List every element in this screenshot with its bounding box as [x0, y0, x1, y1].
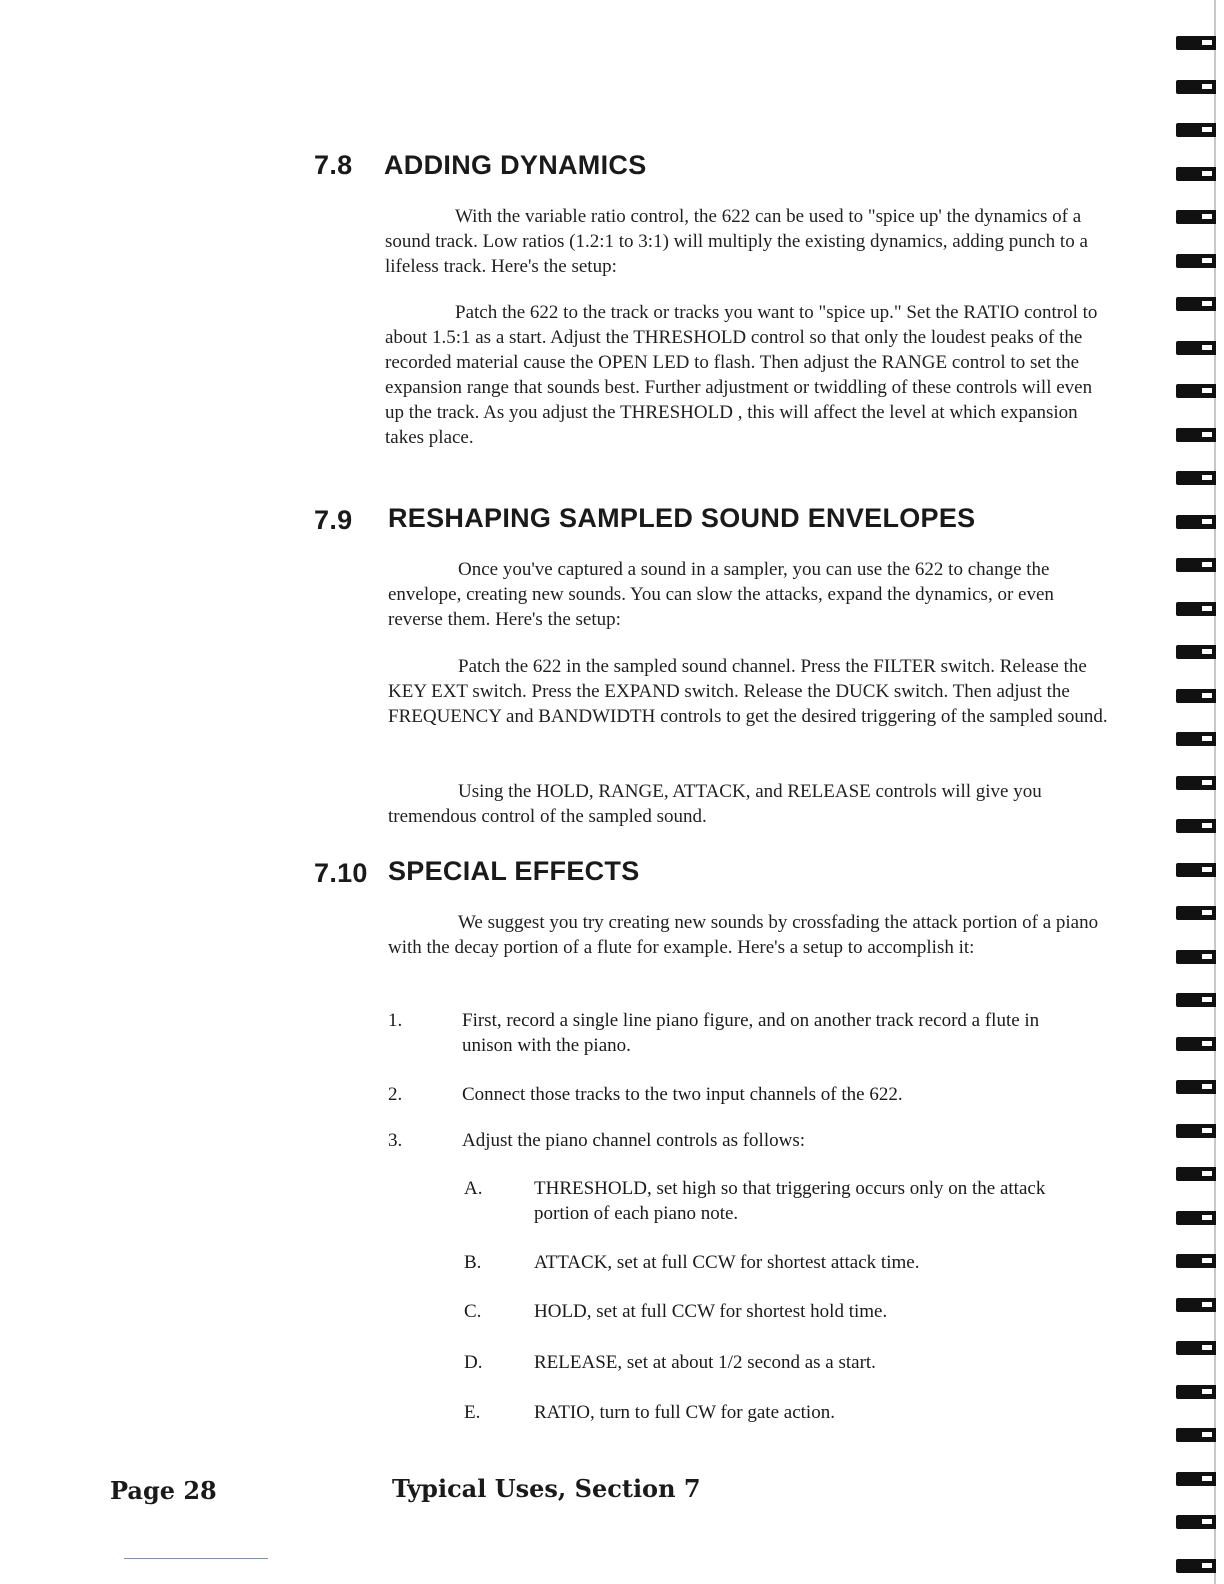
sub-list-item-text: RELEASE, set at about 1/2 second as a start.	[534, 1352, 876, 1373]
binding-ring	[1176, 1167, 1216, 1181]
spiral-binding	[1172, 0, 1224, 1584]
binding-ring	[1176, 689, 1216, 703]
sub-list-item-letter: A.	[464, 1178, 483, 1199]
binding-ring	[1176, 1515, 1216, 1529]
section-title-adding-dynamics: ADDING DYNAMICS	[384, 150, 647, 180]
binding-ring	[1176, 558, 1216, 572]
paragraph-7-8-2: Patch the 622 to the track or tracks you want to "spice up." Set the RATIO control to about 1.5:1 as a start. Adjust the THRESHOLD control so that only the loudest peaks of the recorded material cause the OPEN LED to flash. Then adjust the RANGE control to set the expansion range that sounds best. Further adjustment or twiddling of these controls will even up the track. As you adjust the THRESHOLD , this will affect the level at which expansion takes place.	[385, 302, 1098, 448]
binding-ring	[1176, 123, 1216, 137]
binding-ring	[1176, 1385, 1216, 1399]
paragraph-7-9-1: Once you've captured a sound in a sampler, you can use the 622 to change the envelope, creating new sounds. You can slow the attacks, expand the dynamics, or even reverse them. Here's the setup:	[388, 559, 1054, 630]
binding-ring	[1176, 1559, 1216, 1573]
section-number-7-10: 7.10	[314, 858, 368, 888]
sub-list-item-letter: D.	[464, 1352, 483, 1373]
binding-ring	[1176, 732, 1216, 746]
list-item-text: Adjust the piano channel controls as follows:	[462, 1130, 805, 1151]
paragraph-7-9-2: Patch the 622 in the sampled sound channel. Press the FILTER switch. Release the KEY EXT switch. Press the EXPAND switch. Release the DUCK switch. Then adjust the FREQUENCY and BANDWIDTH controls to get the desired triggering of the sampled sound.	[388, 656, 1108, 727]
binding-ring	[1176, 645, 1216, 659]
section-number-7-8: 7.8	[314, 150, 353, 180]
binding-ring	[1176, 1254, 1216, 1268]
binding-ring	[1176, 819, 1216, 833]
footer-section-title: Typical Uses, Section 7	[392, 1474, 701, 1503]
binding-ring	[1176, 210, 1216, 224]
binding-ring	[1176, 993, 1216, 1007]
binding-ring	[1176, 1341, 1216, 1355]
sub-list-item-text: THRESHOLD, set high so that triggering occurs only on the attack portion of each piano note.	[534, 1178, 1046, 1224]
section-title-reshaping-envelopes: RESHAPING SAMPLED SOUND ENVELOPES	[388, 503, 976, 533]
binding-ring	[1176, 1472, 1216, 1486]
binding-ring	[1176, 341, 1216, 355]
list-item-number: 1.	[388, 1010, 403, 1031]
binding-ring	[1176, 1037, 1216, 1051]
list-item-text: Connect those tracks to the two input channels of the 622.	[462, 1084, 903, 1105]
page-number: Page 28	[110, 1476, 217, 1505]
paragraph-7-8-1: With the variable ratio control, the 622 can be used to "spice up' the dynamics of a sound track. Low ratios (1.2:1 to 3:1) will multiply the existing dynamics, adding punch to a lifeless track. Here's the setup:	[385, 206, 1088, 277]
binding-ring	[1176, 1428, 1216, 1442]
binding-ring	[1176, 254, 1216, 268]
binding-ring	[1176, 950, 1216, 964]
binding-ring	[1176, 776, 1216, 790]
list-item-number: 3.	[388, 1130, 403, 1151]
sub-list-item-letter: C.	[464, 1301, 482, 1322]
binding-ring	[1176, 36, 1216, 50]
section-number-7-9: 7.9	[314, 505, 353, 535]
binding-ring	[1176, 906, 1216, 920]
binding-ring	[1176, 297, 1216, 311]
sub-list-item-text: ATTACK, set at full CCW for shortest attack time.	[534, 1252, 920, 1273]
binding-ring	[1176, 863, 1216, 877]
section-title-special-effects: SPECIAL EFFECTS	[388, 856, 640, 886]
binding-ring	[1176, 1211, 1216, 1225]
sub-list-item-text: HOLD, set at full CCW for shortest hold time.	[534, 1301, 888, 1322]
binding-ring	[1176, 80, 1216, 94]
sub-list-item-text: RATIO, turn to full CW for gate action.	[534, 1402, 835, 1423]
binding-ring	[1176, 1298, 1216, 1312]
binding-ring	[1176, 515, 1216, 529]
binding-ring	[1176, 428, 1216, 442]
sub-list-item-letter: B.	[464, 1252, 482, 1273]
paragraph-7-9-3: Using the HOLD, RANGE, ATTACK, and RELEASE controls will give you tremendous control of the sampled sound.	[388, 781, 1042, 827]
binding-ring	[1176, 1080, 1216, 1094]
binding-ring	[1176, 471, 1216, 485]
list-item-text: First, record a single line piano figure, and on another track record a flute in unison with the piano.	[462, 1010, 1040, 1056]
binding-ring	[1176, 167, 1216, 181]
sub-list-item-letter: E.	[464, 1402, 481, 1423]
footer-rule	[124, 1558, 268, 1559]
binding-ring	[1176, 602, 1216, 616]
binding-ring	[1176, 384, 1216, 398]
list-item-number: 2.	[388, 1084, 403, 1105]
binding-ring	[1176, 1124, 1216, 1138]
paragraph-7-10-1: We suggest you try creating new sounds by crossfading the attack portion of a piano with the decay portion of a flute for example. Here's a setup to accomplish it:	[388, 912, 1099, 958]
